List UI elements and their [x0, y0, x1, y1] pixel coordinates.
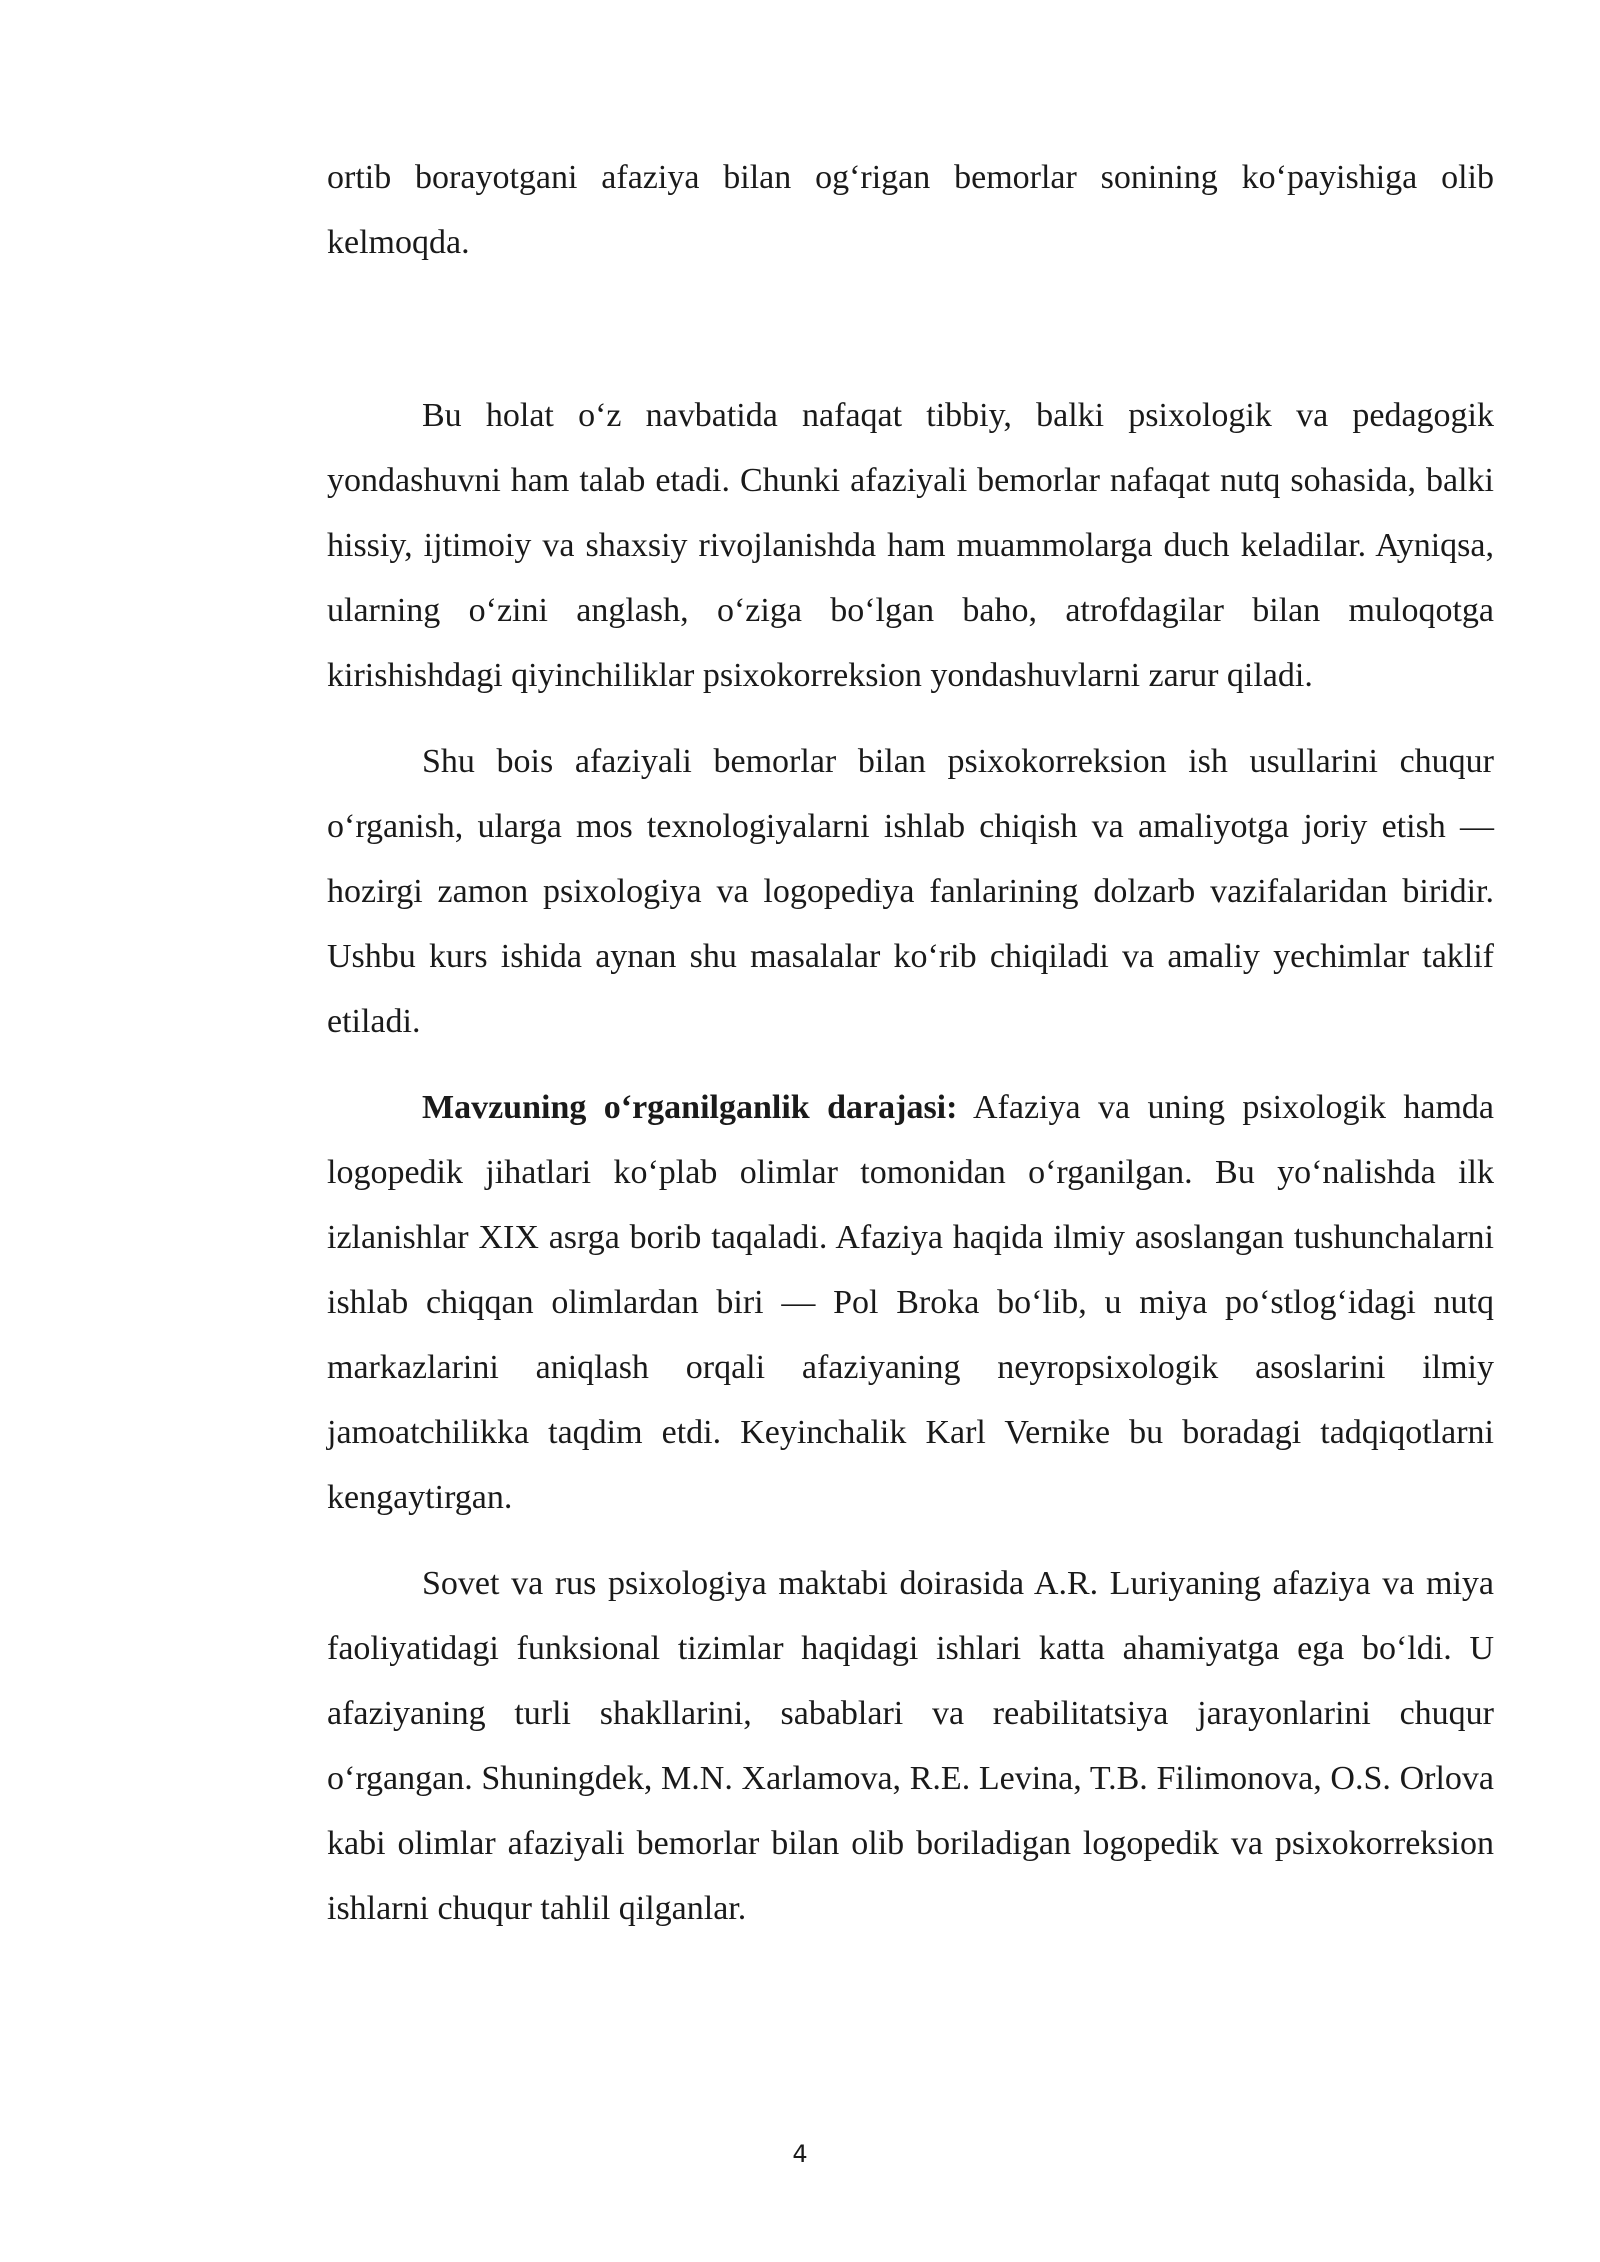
paragraph-continuation: ortib borayotgani afaziya bilan og‘rigan bemorlar sonining ko‘payishiga olib kelmoqda.: [327, 159, 1494, 261]
paragraph-approach: Bu holat o‘z navbatida nafaqat tibbiy, balki psixologik va pedagogik yondashuvni ham talab etadi. Chunki afaziyali bemorlar nafaqat nutq sohasida, balki hissiy, ijtimoiy va shaxsiy rivojlanishda ham muammolarga duch keladilar. Ayniqsa, ularning o‘zini anglash, o‘ziga bo‘lgan baho, atrofdagilar bilan muloqotga kirishishdagi qiyinchiliklar psixokorreksion yondashuvlarni zarur qiladi.: [327, 397, 1494, 694]
paragraph-study-level-body: Afaziya va uning psixologik hamda logopedik jihatlari ko‘plab olimlar tomonidan o‘rganilgan. Bu yo‘nalishda ilk izlanishlar XIX asrga borib taqaladi. Afaziya haqida ilmiy asoslangan tushunchalarni ishlab chiqqan olimlardan biri — Pol Broka bo‘lib, u miya po‘stlog‘idagi nutq markazlarini aniqlash orqali afaziyaning neyropsixologik asoslarini ilmiy jamoatchilikka taqdim etdi. Keyinchalik Karl Vernike bu boradagi tadqiqotlarni kengaytirgan.: [327, 1089, 1494, 1516]
paragraph-study-level: [327, 1075, 1494, 1530]
document-page: [327, 145, 1494, 1941]
paragraph-soviet-school: Sovet va rus psixologiya maktabi doirasida A.R. Luriyaning afaziya va miya faoliyatidagi funksional tizimlar haqidagi ishlari katta ahamiyatga ega bo‘ldi. U afaziyaning turli shakllarini, sabablari va reabilitatsiya jarayonlarini chuqur o‘rgangan. Shuningdek, M.N. Xarlamova, R.E. Levina, T.B. Filimonova, O.S. Orlova kabi olimlar afaziyali bemorlar bilan olib boriladigan logopedik va psixokorreksion ishlarni chuqur tahlil qilganlar.: [327, 1565, 1494, 1927]
page-number: 4: [792, 2140, 808, 2168]
section-heading-inline: Mavzuning o‘rganilganlik darajasi:: [422, 1089, 958, 1126]
paragraph-relevance: Shu bois afaziyali bemorlar bilan psixokorreksion ish usullarini chuqur o‘rganish, ularga mos texnologiyalarni ishlab chiqish va amaliyotga joriy etish — hozirgi zamon psixologiya va logopediya fanlarining dolzarb vazifalaridan biridir. Ushbu kurs ishida aynan shu masalalar ko‘rib chiqiladi va amaliy yechimlar taklif etiladi.: [327, 743, 1494, 1040]
